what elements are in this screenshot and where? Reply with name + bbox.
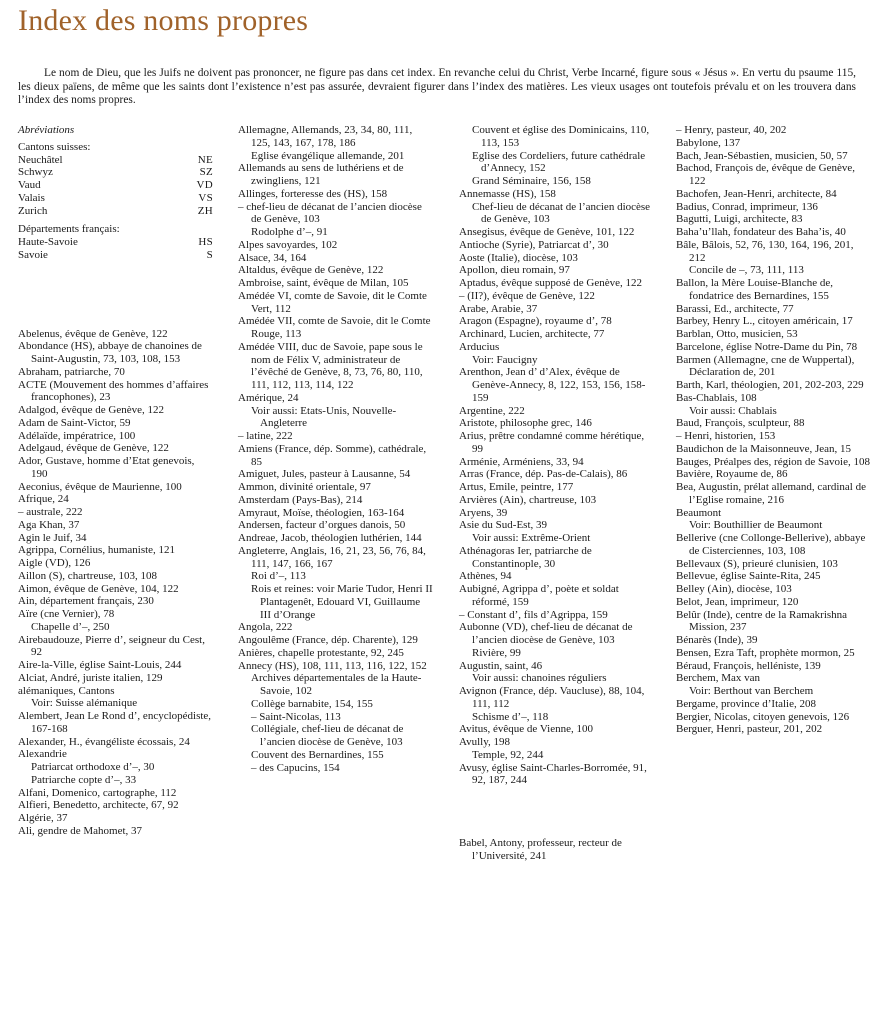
canton-code: SZ bbox=[199, 166, 213, 179]
index-entry: Bergier, Nicolas, citoyen genevois, 126 bbox=[676, 710, 850, 723]
index-entry: Arras (France, dép. Pas-de-Calais), 86 bbox=[459, 468, 628, 481]
index-subentry: Rivière, 99 bbox=[472, 646, 521, 659]
index-entry: Abondance (HS), abbaye de chanoines de Saint-Augustin, 73, 103, 108, 153 bbox=[18, 340, 202, 365]
index-entry: Angleterre, Anglais, 16, 21, 23, 56, 76, 84, 111, 147, 166, 167 bbox=[238, 544, 426, 570]
index-entry: Barbey, Henry L., citoyen américain, 17 bbox=[676, 315, 853, 328]
index-entry: Aptadus, évêque supposé de Genève, 122 bbox=[459, 277, 642, 289]
index-subentry: Voir: Suisse alémanique bbox=[31, 697, 138, 710]
index-entry: Amédée VI, comte de Savoie, dit le Comte Vert, 112 bbox=[238, 289, 427, 315]
index-entry: Abelenus, évêque de Genève, 122 bbox=[18, 327, 168, 340]
index-entry: Bénarès (Inde), 39 bbox=[676, 634, 758, 646]
index-entry: Ambroise, saint, évêque de Milan, 105 bbox=[238, 277, 409, 289]
canton-row bbox=[18, 166, 213, 179]
index-entry: Alsace, 34, 164 bbox=[238, 251, 307, 264]
index-entry: Amérique, 24 bbox=[238, 391, 299, 404]
index-entry: Belot, Jean, imprimeur, 120 bbox=[676, 595, 799, 608]
index-subentry: Patriarche copte d’–, 33 bbox=[31, 773, 137, 786]
index-entry: Avully, 198 bbox=[459, 736, 511, 748]
index-entry: Bensen, Ezra Taft, prophète mormon, 25 bbox=[676, 646, 855, 659]
index-subentry: Voir aussi: Etats-Unis, Nouvelle-Angleterre bbox=[251, 404, 397, 430]
abbreviations-block bbox=[18, 124, 213, 262]
cantons-title: Cantons suisses: bbox=[18, 140, 91, 153]
intro-text: Le nom de Dieu, que les Juifs ne doivent pas prononcer, ne figure pas dans cet index. En revanche celui du Christ, Verbe Incarné, figure sous « Jésus ». En vertu du psaume 115, les dieux païens, de même que les saints dont l’existence n’est pas assurée, devraient figurer dans l’index des matières. Les vieux usages ont toutefois prévalu et on les trouvera dans l’index des noms propres. bbox=[18, 67, 856, 107]
index-entry: Alpes savoyardes, 102 bbox=[238, 238, 338, 251]
index-entry: Algérie, 37 bbox=[18, 812, 68, 824]
index-entry: Aristote, philosophe grec, 146 bbox=[459, 417, 592, 430]
index-entry: Aire-la-Ville, église Saint-Louis, 244 bbox=[18, 659, 182, 671]
index-entry: Alfani, Domenico, cartographe, 112 bbox=[18, 786, 177, 799]
index-entry: Athénagoras Ier, patriarche de Constantinople, 30 bbox=[459, 544, 592, 570]
index-entry: Beaumont bbox=[676, 506, 722, 519]
departement-row bbox=[18, 249, 213, 262]
index-entry: Aoste (Italie), diocèse, 103 bbox=[459, 251, 578, 264]
departement-name: Haute-Savoie bbox=[18, 236, 78, 248]
index-entry: Baud, François, sculpteur, 88 bbox=[676, 417, 805, 430]
index-subentry: Schisme d’–, 118 bbox=[472, 710, 549, 723]
canton-name: Schwyz bbox=[18, 166, 53, 179]
index-entry: Alciat, André, juriste italien, 129 bbox=[18, 671, 163, 684]
index-entry: Aillon (S), chartreuse, 103, 108 bbox=[18, 569, 157, 582]
departements-list bbox=[18, 236, 213, 262]
canton-name: Vaud bbox=[18, 179, 41, 191]
index-entry: Bavière, Royaume de, 86 bbox=[676, 468, 788, 481]
index-subentry: Roi d’–, 113 bbox=[251, 570, 306, 583]
index-entry: Agin le Juif, 34 bbox=[18, 531, 87, 544]
column-2-entries bbox=[238, 124, 433, 774]
index-entry: Arabe, Arabie, 37 bbox=[459, 302, 538, 315]
index-entry: Arenthon, Jean d’ d’Alex, évêque de Genève-Annecy, 8, 122, 153, 156, 158-159 bbox=[459, 366, 646, 404]
index-entry: Baudichon de la Maisonneuve, Jean, 15 bbox=[676, 442, 852, 455]
index-entry: Bagutti, Luigi, architecte, 83 bbox=[676, 213, 803, 226]
index-entry: Bach, Jean-Sébastien, musicien, 50, 57 bbox=[676, 149, 848, 162]
index-entry: Adam de Saint-Victor, 59 bbox=[18, 416, 131, 429]
canton-name: Valais bbox=[18, 191, 45, 204]
entry-gap bbox=[459, 798, 654, 826]
abbreviations-heading: Abréviations bbox=[18, 124, 75, 136]
index-entry: Babylone, 137 bbox=[676, 136, 741, 149]
index-entry: Alexandrie bbox=[18, 748, 67, 761]
index-entry: Argentine, 222 bbox=[459, 404, 525, 417]
canton-row bbox=[18, 179, 213, 192]
canton-row bbox=[18, 192, 213, 205]
canton-code: NE bbox=[197, 153, 213, 166]
index-entry: Amédée VII, comte de Savoie, dit le Comte Rouge, 113 bbox=[238, 315, 431, 340]
index-entry: Aubigné, Agrippa d’, poète et soldat réformé, 159 bbox=[459, 583, 619, 608]
index-entry: Agrippa, Cornélius, humaniste, 121 bbox=[18, 544, 176, 557]
index-entry: Ammon, divinité orientale, 97 bbox=[238, 481, 371, 493]
index-column-3 bbox=[459, 124, 654, 863]
canton-code: VS bbox=[198, 191, 213, 204]
index-entry: Ansegisus, évêque de Genève, 101, 122 bbox=[459, 226, 635, 238]
index-entry: – Constant d’, fils d’Agrippa, 159 bbox=[459, 608, 608, 621]
index-entry: Andreae, Jacob, théologien luthérien, 144 bbox=[238, 532, 422, 544]
index-entry: Augustin, saint, 46 bbox=[459, 659, 543, 672]
index-subentry: Voir: Bouthillier de Beaumont bbox=[689, 519, 823, 532]
index-subentry: Collégiale, chef-lieu de décanat de l’ancien diocèse de Genève, 103 bbox=[251, 723, 404, 748]
index-entry: Amyraut, Moïse, théologien, 163-164 bbox=[238, 506, 405, 519]
index-subentry: Voir: Faucigny bbox=[472, 353, 538, 366]
index-subentry: Concile de –, 73, 111, 113 bbox=[689, 264, 804, 277]
column-4-entries bbox=[676, 124, 870, 736]
index-entry: Alexander, H., évangéliste écossais, 24 bbox=[18, 735, 190, 748]
index-entry: Annemasse (HS), 158 bbox=[459, 187, 556, 200]
index-entry: Aeconius, évêque de Maurienne, 100 bbox=[18, 480, 182, 493]
column-3-entries bbox=[459, 124, 654, 863]
index-entry: Amédée VIII, duc de Savoie, pape sous le nom de Félix V, administrateur de l’évêché de Genève, 8, 73, 76, 80, 110, 111, 112, 113, 114, 122 bbox=[238, 340, 423, 391]
index-entry: Ain, département français, 230 bbox=[18, 595, 154, 608]
canton-code: VD bbox=[196, 179, 213, 191]
index-subentry: Collège barnabite, 154, 155 bbox=[251, 697, 373, 710]
index-entry: Avignon (France, dép. Vaucluse), 88, 104, 111, 112 bbox=[459, 685, 645, 710]
index-entry: Aimon, évêque de Genève, 104, 122 bbox=[18, 582, 179, 595]
index-entry: Avitus, évêque de Vienne, 100 bbox=[459, 723, 593, 736]
index-entry: Aubonne (VD), chef-lieu de décanat de l’ancien diocèse de Genève, 103 bbox=[459, 621, 633, 646]
index-entry: Bas-Chablais, 108 bbox=[676, 391, 757, 404]
index-entry: Barassi, Ed., architecte, 77 bbox=[676, 302, 794, 315]
index-subentry: Couvent des Bernardines, 155 bbox=[251, 748, 384, 761]
canton-name: Zurich bbox=[18, 204, 48, 217]
index-entry: Annecy (HS), 108, 111, 113, 116, 122, 152 bbox=[238, 659, 427, 672]
index-entry: Ador, Gustave, homme d’Etat genevois, 190 bbox=[18, 455, 195, 480]
cantons-list bbox=[18, 154, 213, 218]
index-subentry: Voir aussi: Chablais bbox=[689, 404, 777, 417]
index-subentry: Patriarcat orthodoxe d’–, 30 bbox=[31, 761, 155, 773]
index-entry: Alfieri, Benedetto, architecte, 67, 92 bbox=[18, 799, 179, 812]
index-entry: Ali, gendre de Mahomet, 37 bbox=[18, 824, 143, 837]
index-entry: Barblan, Otto, musicien, 53 bbox=[676, 328, 798, 340]
index-subentry: – des Capucins, 154 bbox=[251, 761, 340, 774]
index-column-4 bbox=[676, 124, 870, 736]
index-subentry: Rois et reines: voir Marie Tudor, Henri II Plantagenêt, Edouard VI, Guillaume III d’Orange bbox=[251, 583, 433, 621]
index-entry: Bachofen, Jean-Henri, architecte, 84 bbox=[676, 187, 837, 200]
index-entry: Adelgaud, évêque de Genève, 122 bbox=[18, 442, 169, 455]
index-entry: Altaldus, évêque de Genève, 122 bbox=[238, 264, 384, 277]
index-entry: Amiguet, Jules, pasteur à Lausanne, 54 bbox=[238, 468, 411, 481]
index-entry: Bauges, Préalpes des, région de Savoie, 108 bbox=[676, 455, 870, 468]
index-entry: – chef-lieu de décanat de l’ancien diocèse de Genève, 103 bbox=[238, 200, 422, 226]
column-1-entries bbox=[18, 328, 213, 838]
index-entry: Abraham, patriarche, 70 bbox=[18, 365, 125, 378]
index-entry: Bachod, François de, évêque de Genève, 122 bbox=[676, 162, 855, 187]
index-entry: – Henri, historien, 153 bbox=[676, 430, 776, 442]
index-entry: – australe, 222 bbox=[18, 506, 83, 518]
index-subentry: Eglise des Cordeliers, future cathédrale d’Annecy, 152 bbox=[472, 149, 646, 175]
index-subentry: Voir: Berthout van Berchem bbox=[689, 685, 814, 697]
index-entry: Barcelone, église Notre-Dame du Pin, 78 bbox=[676, 340, 858, 353]
index-subentry: Voir aussi: Extrême-Orient bbox=[472, 532, 591, 544]
departement-name: Savoie bbox=[18, 248, 48, 261]
index-entry: Bellevue, église Sainte-Rita, 245 bbox=[676, 570, 821, 583]
index-entry: Arius, prêtre condamné comme hérétique, 99 bbox=[459, 430, 645, 455]
index-entry: alémaniques, Cantons bbox=[18, 684, 115, 697]
index-entry: Bellevaux (S), prieuré clunisien, 103 bbox=[676, 557, 838, 570]
index-entry: Angoulême (France, dép. Charente), 129 bbox=[238, 634, 418, 646]
index-entry: Aragon (Espagne), royaume d’, 78 bbox=[459, 315, 612, 328]
index-entry: Adalgod, évêque de Genève, 122 bbox=[18, 404, 165, 416]
index-subentry: Temple, 92, 244 bbox=[472, 748, 544, 761]
canton-name: Neuchâtel bbox=[18, 153, 63, 166]
index-entry: Artus, Emile, peintre, 177 bbox=[459, 481, 574, 493]
index-entry: Bellerive (cne Collonge-Bellerive), abbaye de Cisterciennes, 103, 108 bbox=[676, 532, 866, 557]
index-entry: Amiens (France, dép. Somme), cathédrale, 85 bbox=[238, 442, 427, 468]
index-entry: – Henry, pasteur, 40, 202 bbox=[676, 124, 787, 136]
index-entry: Aryens, 39 bbox=[459, 506, 508, 519]
index-entry: Athènes, 94 bbox=[459, 570, 512, 583]
index-entry: Aigle (VD), 126 bbox=[18, 557, 91, 569]
index-entry: Antioche (Syrie), Patriarcat d’, 30 bbox=[459, 238, 609, 251]
index-entry: Allemagne, Allemands, 23, 34, 80, 111, 125, 143, 167, 178, 186 bbox=[238, 124, 413, 149]
index-entry: Belley (Ain), diocèse, 103 bbox=[676, 583, 792, 595]
index-subentry: Eglise évangélique allemande, 201 bbox=[251, 149, 405, 162]
canton-row bbox=[18, 205, 213, 218]
index-subentry: Chapelle d’–, 250 bbox=[31, 620, 110, 633]
index-entry: Airebaudouze, Pierre d’, seigneur du Cest, 92 bbox=[18, 633, 205, 659]
index-entry: Badius, Conrad, imprimeur, 136 bbox=[676, 200, 818, 213]
index-entry: Arvières (Ain), chartreuse, 103 bbox=[459, 493, 597, 506]
index-subentry: – Saint-Nicolas, 113 bbox=[251, 710, 341, 723]
index-subentry: Chef-lieu de décanat de l’ancien diocèse de Genève, 103 bbox=[472, 200, 651, 226]
index-entry: – (II?), évêque de Genève, 122 bbox=[459, 289, 595, 302]
index-entry: Allemands au sens de luthériens et de zwingliens, 121 bbox=[238, 162, 404, 187]
index-entry: Belûr (Inde), centre de la Ramakrishna Mission, 237 bbox=[676, 608, 848, 634]
index-subentry: Grand Séminaire, 156, 158 bbox=[472, 175, 591, 187]
index-column-2 bbox=[238, 124, 433, 774]
index-entry: – latine, 222 bbox=[238, 430, 293, 442]
index-entry: Ballon, la Mère Louise-Blanche de, fondatrice des Bernardines, 155 bbox=[676, 277, 834, 302]
departement-code: S bbox=[206, 248, 213, 261]
index-entry: ACTE (Mouvement des hommes d’affaires francophones), 23 bbox=[18, 378, 209, 404]
index-entry: Allinges, forteresse des (HS), 158 bbox=[238, 187, 388, 200]
index-entry: Avusy, église Saint-Charles-Borromée, 91, 92, 187, 244 bbox=[459, 761, 647, 787]
index-entry: Bâle, Bâlois, 52, 76, 130, 164, 196, 201, 212 bbox=[676, 238, 854, 264]
departement-row bbox=[18, 236, 213, 249]
index-column-1 bbox=[18, 124, 213, 838]
index-subentry: Rodolphe d’–, 91 bbox=[251, 226, 328, 238]
departement-code: HS bbox=[198, 236, 213, 248]
page-title: Index des noms propres bbox=[18, 4, 309, 37]
index-entry: Alembert, Jean Le Rond d’, encyclopédiste, 167-168 bbox=[18, 710, 212, 735]
index-entry: Adélaïde, impératrice, 100 bbox=[18, 429, 136, 442]
index-entry: Afrique, 24 bbox=[18, 493, 69, 506]
index-entry: Amsterdam (Pays-Bas), 214 bbox=[238, 493, 363, 506]
index-entry: Andersen, facteur d’orgues danois, 50 bbox=[238, 519, 406, 532]
index-entry: Arducius bbox=[459, 340, 500, 353]
index-entry: Baha’u’llah, fondateur des Baha’is, 40 bbox=[676, 226, 846, 238]
index-entry: Asie du Sud-Est, 39 bbox=[459, 519, 547, 532]
index-entry: Archinard, Lucien, architecte, 77 bbox=[459, 328, 605, 340]
index-entry: Bergame, province d’Italie, 208 bbox=[676, 697, 816, 710]
index-entry: Arménie, Arméniens, 33, 94 bbox=[459, 455, 584, 468]
index-entry: Berchem, Max van bbox=[676, 672, 760, 685]
index-entry: Apollon, dieu romain, 97 bbox=[459, 264, 570, 277]
index-subentry: Voir aussi: chanoines réguliers bbox=[472, 672, 607, 685]
index-entry: Barmen (Allemagne, cne de Wuppertal), Déclaration de, 201 bbox=[676, 353, 855, 379]
index-subentry: Couvent et église des Dominicains, 110, 113, 153 bbox=[472, 124, 650, 149]
index-entry: Berguer, Henri, pasteur, 201, 202 bbox=[676, 723, 823, 736]
index-entry: Babel, Antony, professeur, recteur de l’Université, 241 bbox=[459, 837, 622, 862]
index-entry: Aga Khan, 37 bbox=[18, 518, 80, 531]
departements-title: Départements français: bbox=[18, 223, 120, 236]
index-subentry: Archives départementales de la Haute-Savoie, 102 bbox=[251, 672, 422, 697]
canton-code: ZH bbox=[197, 204, 213, 217]
index-entry: Aïre (cne Vernier), 78 bbox=[18, 608, 115, 620]
index-entry: Barth, Karl, théologien, 201, 202-203, 229 bbox=[676, 379, 864, 391]
index-entry: Bea, Augustin, prélat allemand, cardinal de l’Eglise romaine, 216 bbox=[676, 481, 866, 506]
canton-row bbox=[18, 154, 213, 167]
index-entry: Anières, chapelle protestante, 92, 245 bbox=[238, 646, 404, 659]
intro-paragraph bbox=[18, 67, 856, 108]
index-entry: Angola, 222 bbox=[238, 621, 293, 634]
index-entry: Béraud, François, helléniste, 139 bbox=[676, 659, 821, 672]
